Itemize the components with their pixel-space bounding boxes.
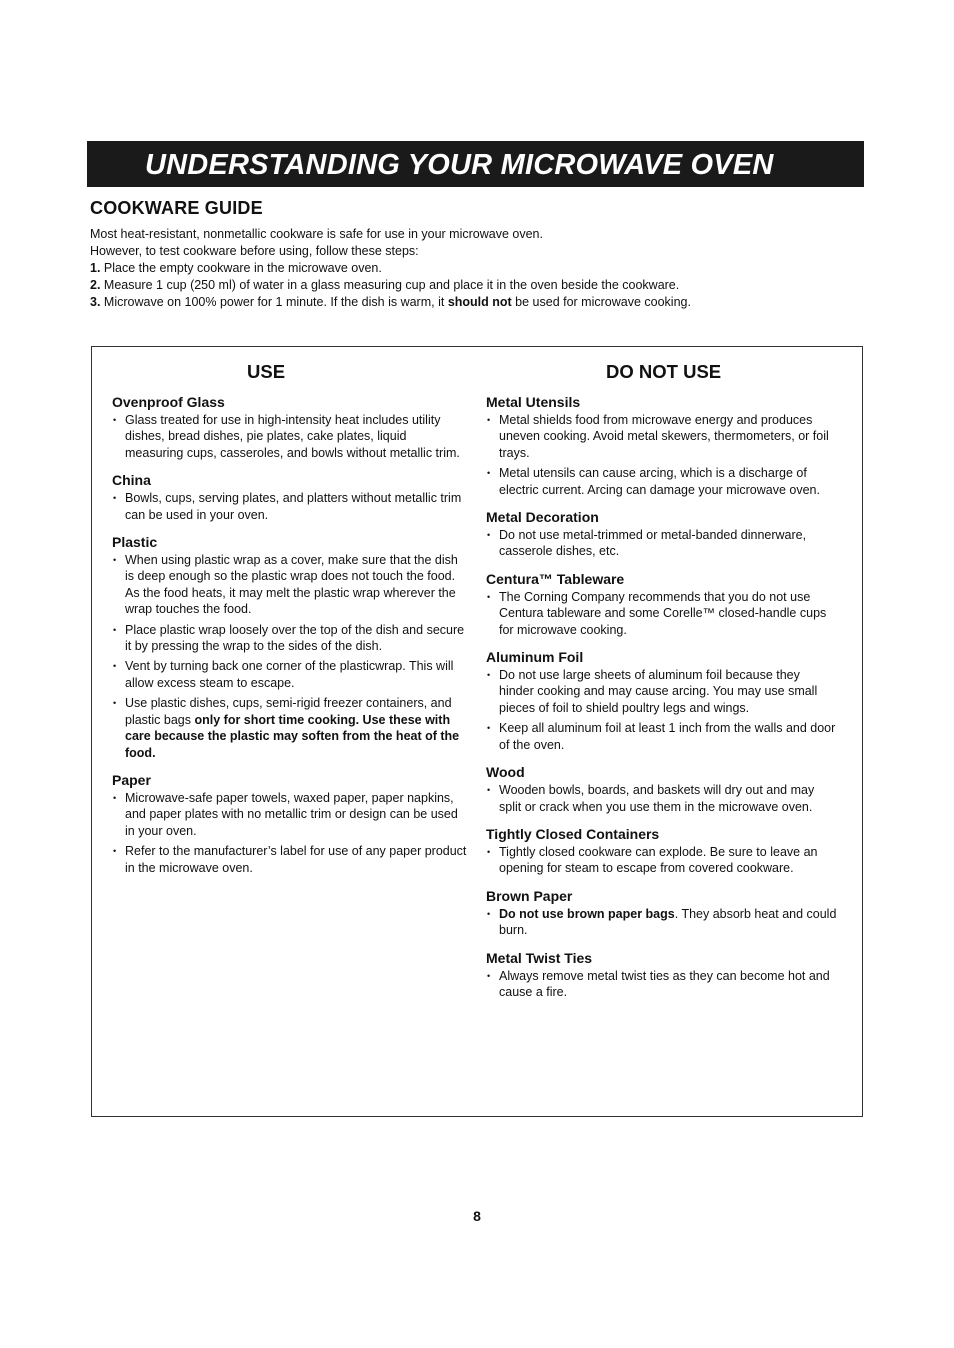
bullet-text: Refer to the manufacturer’s label for use of any paper product in the microwave oven. bbox=[125, 844, 467, 875]
category-title: Plastic bbox=[112, 534, 158, 551]
bullet-emphasis: only for short time cooking. Use these with care because the plastic may soften from the heat of the food. bbox=[125, 712, 460, 760]
bullet-text: Use plastic dishes, cups, semi-rigid freezer containers, and plastic bags bbox=[125, 696, 452, 727]
bullet-text: Do not use metal-trimmed or metal-banded dinnerware, casserole dishes, etc. bbox=[499, 528, 807, 559]
category-title: Brown Paper bbox=[486, 887, 573, 904]
step-text-tail: be used for microwave cooking. bbox=[511, 295, 691, 309]
bullet-item bbox=[112, 490, 467, 523]
bullet-text: Bowls, cups, serving plates, and platters without metallic trim can be used in your oven. bbox=[125, 491, 462, 522]
cookware-category bbox=[112, 533, 467, 761]
step-line bbox=[90, 294, 830, 311]
step-line bbox=[90, 277, 830, 294]
category-title: Metal Utensils bbox=[486, 394, 581, 410]
bullet-item bbox=[112, 658, 467, 691]
category-title: Metal Decoration bbox=[486, 509, 599, 526]
bullet-item bbox=[486, 720, 838, 753]
cookware-category bbox=[486, 393, 838, 498]
step-line bbox=[90, 260, 830, 277]
step-number: 2. bbox=[90, 278, 101, 292]
bullet-text: . They absorb heat and could burn. bbox=[499, 906, 837, 938]
cookware-category bbox=[112, 771, 467, 876]
section-title: COOKWARE GUIDE bbox=[90, 198, 263, 218]
do-not-use-categories bbox=[486, 393, 838, 1010]
category-bullets bbox=[486, 527, 838, 560]
bullet-item bbox=[486, 906, 838, 939]
cookware-category bbox=[112, 393, 467, 461]
category-title: China bbox=[112, 472, 151, 489]
bullet-item bbox=[486, 465, 838, 498]
cookware-table bbox=[91, 346, 863, 1117]
bullet-item bbox=[486, 412, 838, 461]
cookware-category bbox=[486, 887, 838, 939]
category-title: Wood bbox=[486, 764, 525, 781]
category-bullets bbox=[486, 412, 838, 498]
bullet-item bbox=[486, 782, 838, 815]
category-title: Paper bbox=[112, 771, 151, 788]
page-number: 8 bbox=[473, 1208, 481, 1224]
bullet-text: Wooden bowls, boards, and baskets will dry out and may split or crack when you use them in the microwave oven. bbox=[499, 783, 815, 814]
step-text: Measure 1 cup (250 ml) of water in a glass measuring cup and place it in the oven beside the cookware. bbox=[100, 278, 680, 292]
bullet-text: Metal utensils can cause arcing, which is a discharge of electric current. Arcing can damage your microwave oven. bbox=[499, 466, 820, 497]
cookware-category bbox=[112, 471, 467, 523]
step-emphasis: should not bbox=[447, 295, 512, 309]
category-bullets bbox=[112, 412, 467, 461]
bullet-item bbox=[112, 622, 467, 655]
step-number: 3. bbox=[90, 295, 101, 309]
intro-line: However, to test cookware before using, follow these steps: bbox=[90, 244, 419, 258]
cookware-category bbox=[486, 508, 838, 560]
bullet-text: Vent by turning back one corner of the plasticwrap. This will allow excess steam to escape. bbox=[125, 659, 454, 690]
category-bullets bbox=[486, 968, 838, 1001]
category-title: Ovenproof Glass bbox=[112, 394, 225, 410]
page-banner bbox=[87, 141, 864, 187]
bullet-text: Glass treated for use in high-intensity heat includes utility dishes, bread dishes, pie plates, cake plates, liquid measuring cups, casseroles, and bowls without metallic trim. bbox=[125, 413, 460, 460]
cookware-category bbox=[486, 825, 838, 877]
bullet-item bbox=[112, 552, 467, 618]
bullet-text: Always remove metal twist ties as they can become hot and cause a fire. bbox=[499, 968, 830, 999]
use-heading: USE bbox=[247, 361, 286, 382]
step-text: Microwave on 100% power for 1 minute. If the dish is warm, it bbox=[100, 295, 448, 309]
test-steps bbox=[90, 260, 830, 311]
bullet-item bbox=[486, 667, 838, 716]
category-title: Metal Twist Ties bbox=[486, 949, 593, 966]
do-not-use-heading: DO NOT USE bbox=[606, 361, 722, 382]
bullet-text: Metal shields food from microwave energy and produces uneven cooking. Avoid metal skewers, thermometers, or foil trays. bbox=[499, 413, 829, 460]
category-title: Tightly Closed Containers bbox=[486, 825, 660, 842]
bullet-item bbox=[486, 527, 838, 560]
cookware-category bbox=[486, 570, 838, 638]
category-bullets bbox=[486, 782, 838, 815]
bullet-item bbox=[112, 695, 467, 761]
step-text: Place the empty cookware in the microwave oven. bbox=[100, 261, 382, 275]
category-title: Centura™ Tableware bbox=[486, 570, 625, 587]
category-bullets bbox=[486, 667, 838, 753]
step-number: 1. bbox=[90, 261, 101, 275]
intro-line: Most heat-resistant, nonmetallic cookware is safe for use in your microwave oven. bbox=[90, 227, 543, 241]
intro-text bbox=[90, 226, 830, 311]
bullet-item bbox=[486, 589, 838, 638]
bullet-text: The Corning Company recommends that you do not use Centura tableware and some Corelle™ closed-handle cups for microwave cooking. bbox=[499, 589, 827, 637]
bullet-text: Do not use large sheets of aluminum foil because they hinder cooking and may cause arcing. You may use small pieces of foil to shield poultry legs and wings. bbox=[499, 668, 818, 715]
bullet-item bbox=[112, 790, 467, 839]
bullet-text: Place plastic wrap loosely over the top of the dish and secure it by pressing the wrap to the sides of the dish. bbox=[125, 622, 465, 654]
use-categories bbox=[112, 393, 467, 886]
cookware-category bbox=[486, 763, 838, 815]
cookware-category bbox=[486, 949, 838, 1001]
bullet-item bbox=[112, 843, 467, 876]
bullet-item bbox=[486, 968, 838, 1001]
category-bullets bbox=[112, 490, 467, 523]
category-bullets bbox=[112, 790, 467, 876]
category-bullets bbox=[486, 589, 838, 638]
bullet-emphasis: Do not use brown paper bags bbox=[499, 906, 675, 921]
cookware-category bbox=[486, 648, 838, 753]
category-title: Aluminum Foil bbox=[486, 649, 584, 666]
bullet-text: Keep all aluminum foil at least 1 inch from the walls and door of the oven. bbox=[499, 721, 836, 752]
category-bullets bbox=[112, 552, 467, 761]
bullet-text: Tightly closed cookware can explode. Be sure to leave an opening for steam to escape from covered cookware. bbox=[499, 844, 818, 876]
category-bullets bbox=[486, 906, 838, 939]
banner-title: UNDERSTANDING YOUR MICROWAVE OVEN bbox=[145, 149, 774, 181]
bullet-text: Microwave-safe paper towels, waxed paper, paper napkins, and paper plates with no metallic trim or design can be used in your oven. bbox=[125, 790, 458, 838]
category-bullets bbox=[486, 844, 838, 877]
bullet-item bbox=[112, 412, 467, 461]
bullet-item bbox=[486, 844, 838, 877]
bullet-text: When using plastic wrap as a cover, make sure that the dish is deep enough so the plastic wrap does not touch the food. As the food heats, it may melt the plastic wrap wherever the wrap touches the food. bbox=[125, 553, 458, 617]
